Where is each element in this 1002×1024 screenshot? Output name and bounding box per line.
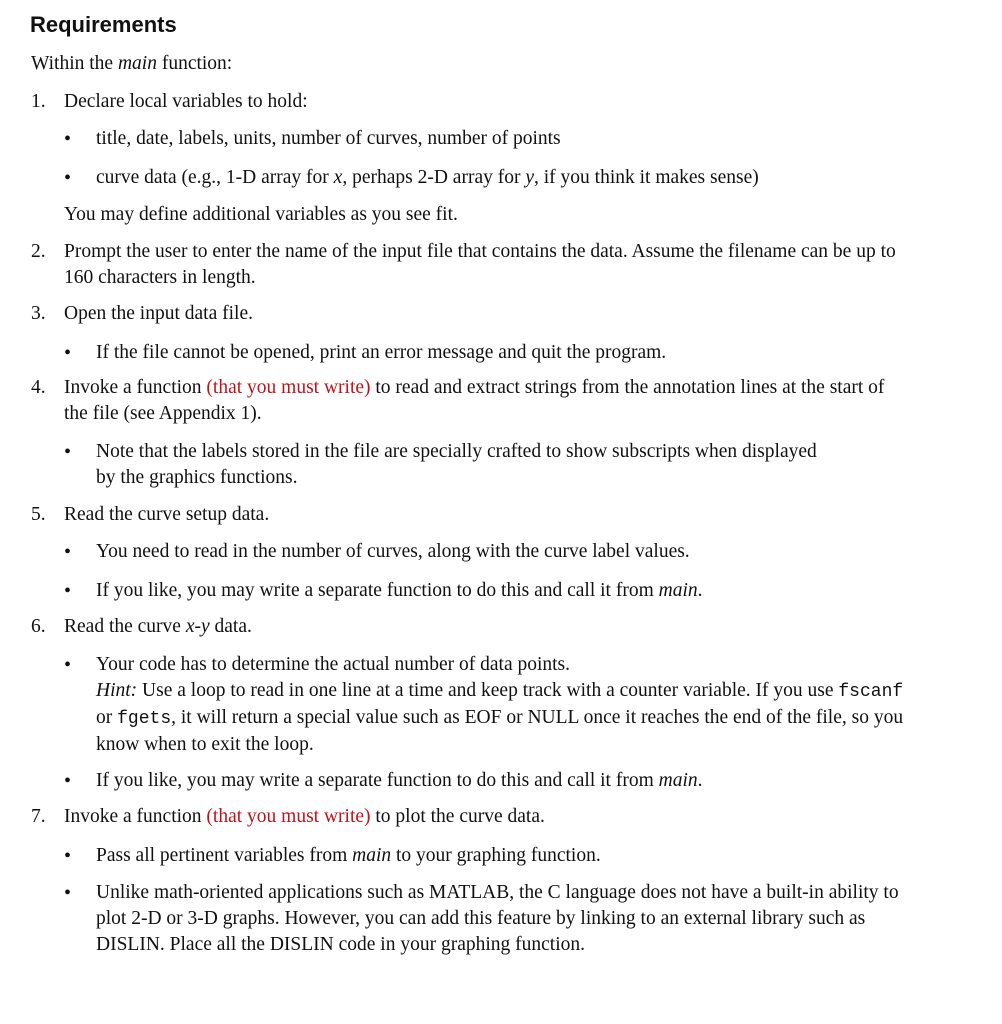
item-number: 7. [31, 806, 46, 827]
item-number: 1. [31, 91, 46, 112]
bullet-icon: • [64, 128, 72, 150]
intro-text-after: function: [156, 53, 233, 74]
item-number: 2. [31, 241, 46, 262]
intro-text-before: Within the [31, 53, 118, 74]
item-text: Invoke a function (that you must write) to plot the curve data. [64, 806, 545, 827]
bullet-text: Pass all pertinent variables from main to your graphing function. [96, 845, 601, 866]
bullet-icon: • [64, 770, 72, 792]
bullet-icon: • [64, 882, 72, 904]
bullet-text: If you like, you may write a separate function to do this and call it from main. [96, 770, 703, 791]
must-write-note: (that you must write) [206, 806, 371, 827]
item-text: Read the curve x-y data. [64, 616, 252, 637]
item-number: 3. [31, 303, 46, 324]
bullet-text: You need to read in the number of curves, along with the curve label values. [96, 541, 690, 562]
bullet-icon: • [64, 342, 72, 364]
bullet-text: If you like, you may write a separate function to do this and call it from main. [96, 580, 703, 601]
bullet-text: Your code has to determine the actual number of data points. Hint: Use a loop to read in one line at a time and keep track with a counter variable. If you use fscanf or fgets, it will return a special value such as EOF or NULL once it reaches the end of the file, so you know when to exit the loop. [96, 654, 904, 755]
bullet-icon: • [64, 541, 72, 563]
bullet-icon: • [64, 167, 72, 189]
item-text: Open the input data file. [64, 303, 253, 324]
bullet-text: Unlike math-oriented applications such as MATLAB, the C language does not have a built-in ability to plot 2-D or 3-D graphs. However, you can add this feature by linking to an external library such as DISLIN. Place all the DISLIN code in your graphing function. [96, 882, 899, 955]
bullet-text: title, date, labels, units, number of curves, number of points [96, 128, 561, 149]
section-heading: Requirements [30, 12, 177, 37]
bullet-icon: • [64, 845, 72, 867]
intro-main-emphasis: main [117, 53, 157, 74]
item-number: 4. [31, 377, 46, 398]
must-write-note: (that you must write) [206, 377, 371, 398]
bullet-text: Note that the labels stored in the file are specially crafted to show subscripts when displayed by the graphics functions. [96, 441, 817, 488]
hint-label: Hint: [96, 680, 138, 701]
item-note: You may define additional variables as you see fit. [64, 204, 458, 225]
item-text: Read the curve setup data. [64, 504, 270, 525]
bullet-text: curve data (e.g., 1-D array for x, perhaps 2-D array for y, if you think it makes sense) [96, 167, 759, 188]
bullet-text: If the file cannot be opened, print an error message and quit the program. [96, 342, 667, 363]
bullet-icon: • [64, 580, 72, 602]
item-text: Declare local variables to hold: [64, 91, 308, 112]
item-text: Prompt the user to enter the name of the input file that contains the data. Assume the filename can be up to 160 characters in length. [64, 241, 896, 288]
bullet-icon: • [64, 441, 72, 463]
bullet-icon: • [64, 654, 72, 676]
item-number: 6. [31, 616, 46, 637]
code-fgets: fgets [117, 709, 172, 729]
item-number: 5. [31, 504, 46, 525]
item-text: Invoke a function (that you must write) to read and extract strings from the annotation lines at the start of the file (see Appendix 1). [64, 377, 885, 424]
code-fscanf: fscanf [838, 682, 904, 702]
intro-line [31, 51, 232, 77]
